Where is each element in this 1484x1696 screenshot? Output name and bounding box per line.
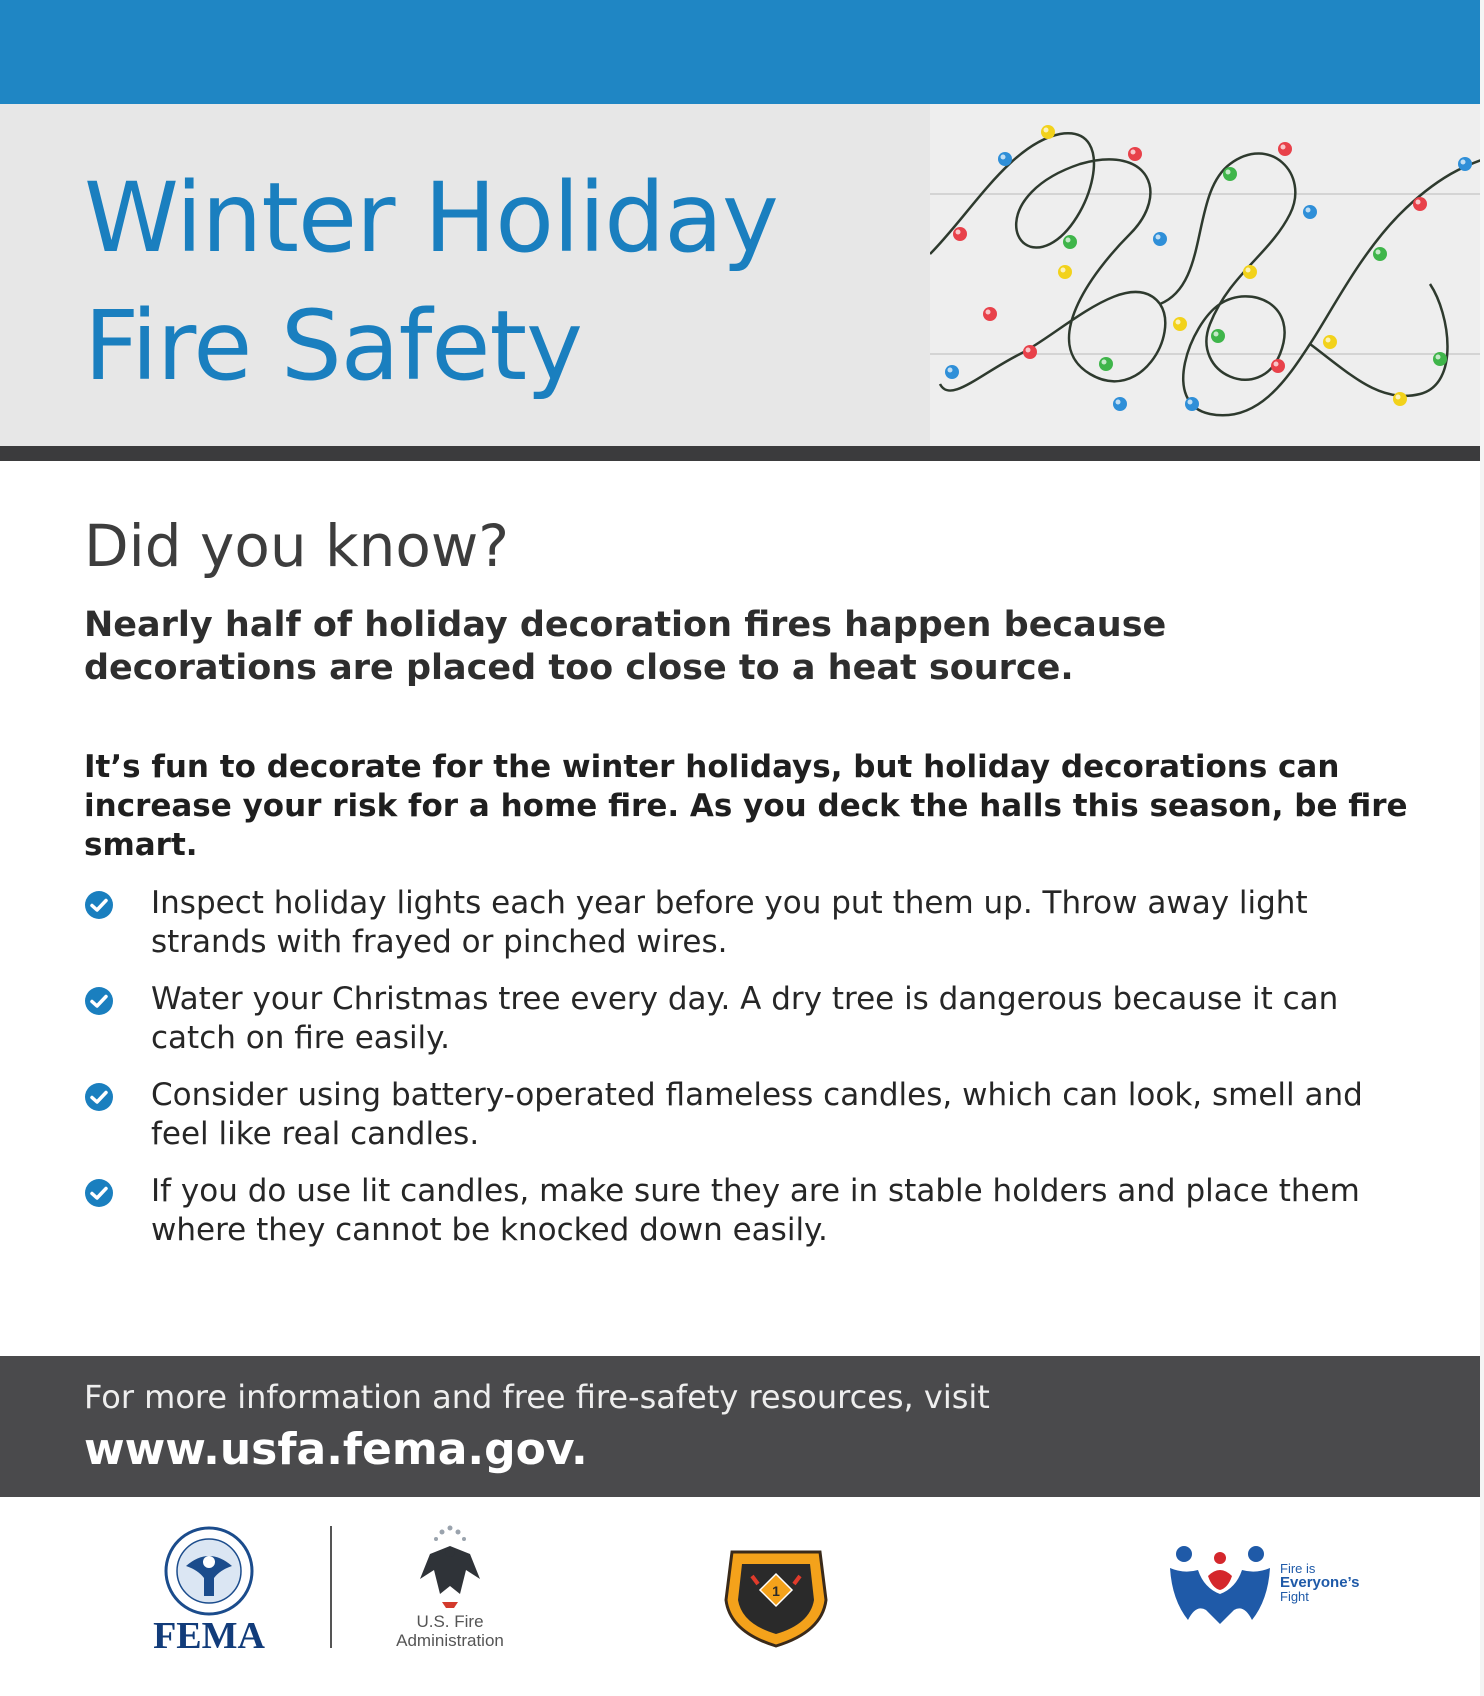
fief-line1: Fire is xyxy=(1280,1561,1316,1576)
light-bulb xyxy=(1413,197,1427,211)
light-bulb-highlight xyxy=(1001,155,1006,160)
light-bulb xyxy=(1041,125,1055,139)
light-bulb-highlight xyxy=(1246,268,1251,273)
light-bulb xyxy=(1058,265,1072,279)
light-bulb-highlight xyxy=(1102,360,1107,365)
tip-text: Inspect holiday lights each year before you put them up. Throw away light strands with frayed or pinched wires. xyxy=(151,885,1308,960)
light-bulb xyxy=(953,227,967,241)
fema-label: FEMA xyxy=(153,1615,265,1657)
list-item xyxy=(84,980,1424,1058)
light-bulb-highlight xyxy=(1131,150,1136,155)
holiday-lights-photo xyxy=(930,104,1484,446)
logo-divider xyxy=(330,1526,332,1648)
usfa-label-line2: Administration xyxy=(396,1631,504,1650)
list-item xyxy=(84,1076,1424,1154)
eagle-icon xyxy=(370,1524,530,1610)
page-edge xyxy=(1480,0,1484,1696)
dhs-seal-icon xyxy=(134,1526,284,1616)
tip-text: If you do use lit candles, make sure they are in stable holders and place them where they cannot be knocked down easily. xyxy=(151,1173,1360,1248)
title-line-2: Fire Safety xyxy=(84,290,582,402)
list-item xyxy=(84,1172,1424,1250)
light-bulb xyxy=(1128,147,1142,161)
light-bulb xyxy=(1063,235,1077,249)
title-line-1: Winter Holiday xyxy=(84,162,778,274)
light-bulb xyxy=(1271,359,1285,373)
tip-text: Water your Christmas tree every day. A dry tree is dangerous because it can catch on fire easily. xyxy=(151,981,1339,1056)
light-bulb xyxy=(998,152,1012,166)
light-bulb-highlight xyxy=(1376,250,1381,255)
string-lights-icon xyxy=(930,104,1484,446)
light-bulb-highlight xyxy=(1176,320,1181,325)
light-bulb-highlight xyxy=(956,230,961,235)
check-circle-icon xyxy=(84,986,114,1016)
footer-intro-text: For more information and free fire-safety resources, visit xyxy=(84,1378,990,1416)
light-bulb-highlight xyxy=(1061,268,1066,273)
usfa-website-link[interactable]: www.usfa.fema.gov. xyxy=(84,1424,588,1475)
light-bulb-highlight xyxy=(1226,170,1231,175)
light-bulb xyxy=(1393,392,1407,406)
check-circle-icon xyxy=(84,1082,114,1112)
header-banner xyxy=(0,104,1484,446)
light-bulb xyxy=(1099,357,1113,371)
light-bulb-highlight xyxy=(1326,338,1331,343)
light-bulb xyxy=(1373,247,1387,261)
svg-text:1: 1 xyxy=(772,1583,780,1599)
light-bulb-highlight xyxy=(1274,362,1279,367)
light-bulb-highlight xyxy=(1461,160,1466,165)
safety-tips-list xyxy=(84,884,1424,1268)
fire-is-everyones-fight-logo xyxy=(1164,1544,1374,1624)
light-bulb-highlight xyxy=(1306,208,1311,213)
fief-tagline xyxy=(1280,1562,1360,1604)
light-bulb-highlight xyxy=(1116,400,1121,405)
light-bulb-highlight xyxy=(1026,348,1031,353)
light-bulb-highlight xyxy=(948,368,953,373)
usfa-label xyxy=(370,1612,530,1650)
top-color-bar xyxy=(0,0,1484,104)
tip-text: Consider using battery-operated flameless candles, which can look, smell and feel like real candles. xyxy=(151,1077,1363,1152)
light-bulb xyxy=(983,307,997,321)
light-bulb-highlight xyxy=(1416,200,1421,205)
light-bulb xyxy=(1153,232,1167,246)
fief-line3: Fight xyxy=(1280,1589,1309,1604)
light-bulb-highlight xyxy=(986,310,991,315)
light-bulb-highlight xyxy=(1066,238,1071,243)
fema-logo xyxy=(134,1526,284,1676)
footer-band xyxy=(0,1356,1484,1497)
header-divider xyxy=(0,446,1484,461)
page-title xyxy=(84,154,778,410)
did-you-know-heading: Did you know? xyxy=(84,512,510,580)
light-bulb xyxy=(1211,329,1225,343)
key-fact: Nearly half of holiday decoration fires happen because decorations are placed too close to a heat source. xyxy=(84,605,1167,688)
usfa-label-line1: U.S. Fire xyxy=(416,1612,484,1631)
light-bulb-highlight xyxy=(1156,235,1161,240)
light-bulb xyxy=(1278,142,1292,156)
check-circle-icon xyxy=(84,1178,114,1208)
light-bulb xyxy=(1223,167,1237,181)
list-item xyxy=(84,884,1424,962)
light-bulb xyxy=(1173,317,1187,331)
light-bulb xyxy=(1185,397,1199,411)
light-bulb-highlight xyxy=(1281,145,1286,150)
fire-department-badge-icon xyxy=(722,1540,830,1650)
light-bulb-highlight xyxy=(1436,355,1441,360)
light-bulb xyxy=(1433,352,1447,366)
light-bulb xyxy=(945,365,959,379)
light-bulb xyxy=(1243,265,1257,279)
light-bulb xyxy=(1023,345,1037,359)
light-bulb-highlight xyxy=(1396,395,1401,400)
light-bulb xyxy=(1113,397,1127,411)
family-figures-icon xyxy=(1164,1544,1276,1624)
light-bulb-highlight xyxy=(1188,400,1193,405)
intro-paragraph: It’s fun to decorate for the winter holidays, but holiday decorations can increase your risk for a home fire. As you deck the halls this season, be fire smart. xyxy=(84,749,1408,863)
light-bulb-highlight xyxy=(1214,332,1219,337)
light-bulb-highlight xyxy=(1044,128,1049,133)
light-bulb xyxy=(1323,335,1337,349)
fire-department-badge-logo xyxy=(722,1540,830,1650)
light-bulb xyxy=(1458,157,1472,171)
light-bulb xyxy=(1303,205,1317,219)
fief-line2: Everyone’s xyxy=(1280,1574,1360,1591)
usfa-logo xyxy=(370,1524,530,1654)
check-circle-icon xyxy=(84,890,114,920)
